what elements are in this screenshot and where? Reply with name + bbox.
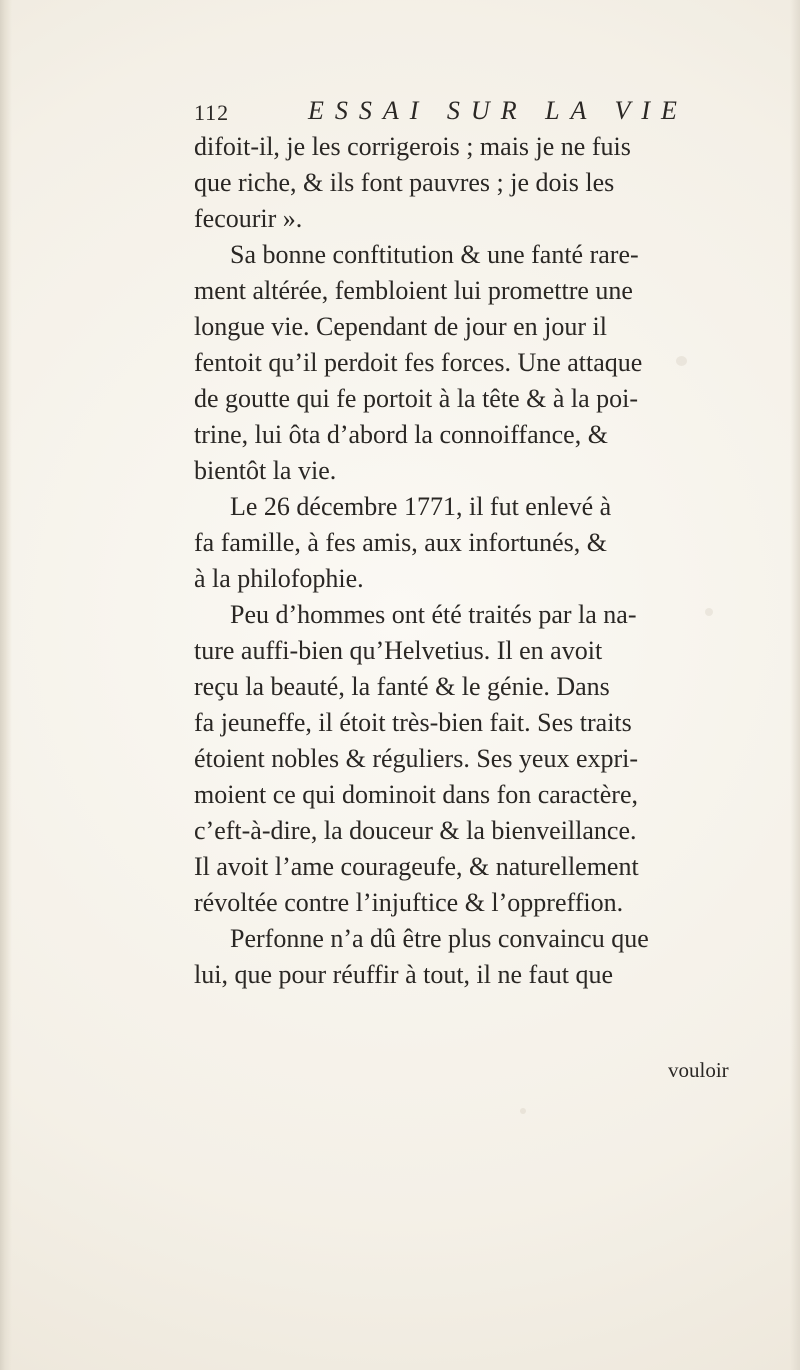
page-number: 112 <box>194 100 230 125</box>
left-page-edge <box>0 0 12 1370</box>
body-text <box>194 129 764 993</box>
text-line: reçu la beauté, la fanté & le génie. Dans <box>194 672 610 701</box>
text-line: fa famille, à fes amis, aux infortunés, & <box>194 528 607 557</box>
text-line: fecourir ». <box>194 204 303 233</box>
text-line: à la philofophie. <box>194 564 364 593</box>
right-page-edge <box>790 0 800 1370</box>
catchword: vouloir <box>668 1058 729 1082</box>
running-title: ESSAI SUR LA VIE <box>308 96 688 125</box>
page-header <box>194 96 754 130</box>
text-line: Perfonne n’a dû être plus convaincu que <box>230 924 649 953</box>
text-line: de goutte qui fe portoit à la tête & à la poi- <box>194 384 639 413</box>
text-line: Il avoit l’ame courageufe, & naturellement <box>194 852 639 881</box>
text-line: ment altérée, fembloient lui promettre une <box>194 276 633 305</box>
text-line: lui, que pour réuffir à tout, il ne faut que <box>194 960 614 989</box>
text-line: étoient nobles & réguliers. Ses yeux expri- <box>194 744 639 773</box>
text-line: fa jeuneffe, il étoit très-bien fait. Ses traits <box>194 708 632 737</box>
text-line: difoit-il, je les corrigerois ; mais je ne fuis <box>194 132 631 161</box>
text-line: trine, lui ôta d’abord la connoiffance, & <box>194 420 608 449</box>
text-line: fentoit qu’il perdoit fes forces. Une attaque <box>194 348 643 377</box>
text-line: Peu d’hommes ont été traités par la na- <box>230 600 637 629</box>
text-line: c’eft-à-dire, la douceur & la bienveillance. <box>194 816 637 845</box>
text-line: révoltée contre l’injuftice & l’oppreffion. <box>194 888 624 917</box>
text-line: longue vie. Cependant de jour en jour il <box>194 312 608 341</box>
text-line: Sa bonne conftitution & une fanté rare- <box>230 240 639 269</box>
text-line: moient ce qui dominoit dans fon caractère, <box>194 780 639 809</box>
text-line: ture auffi-bien qu’Helvetius. Il en avoit <box>194 636 603 665</box>
text-line: Le 26 décembre 1771, il fut enlevé à <box>230 492 612 521</box>
text-line: que riche, & ils font pauvres ; je dois les <box>194 168 615 197</box>
text-line: bientôt la vie. <box>194 456 337 485</box>
paper-spot <box>520 1108 526 1114</box>
